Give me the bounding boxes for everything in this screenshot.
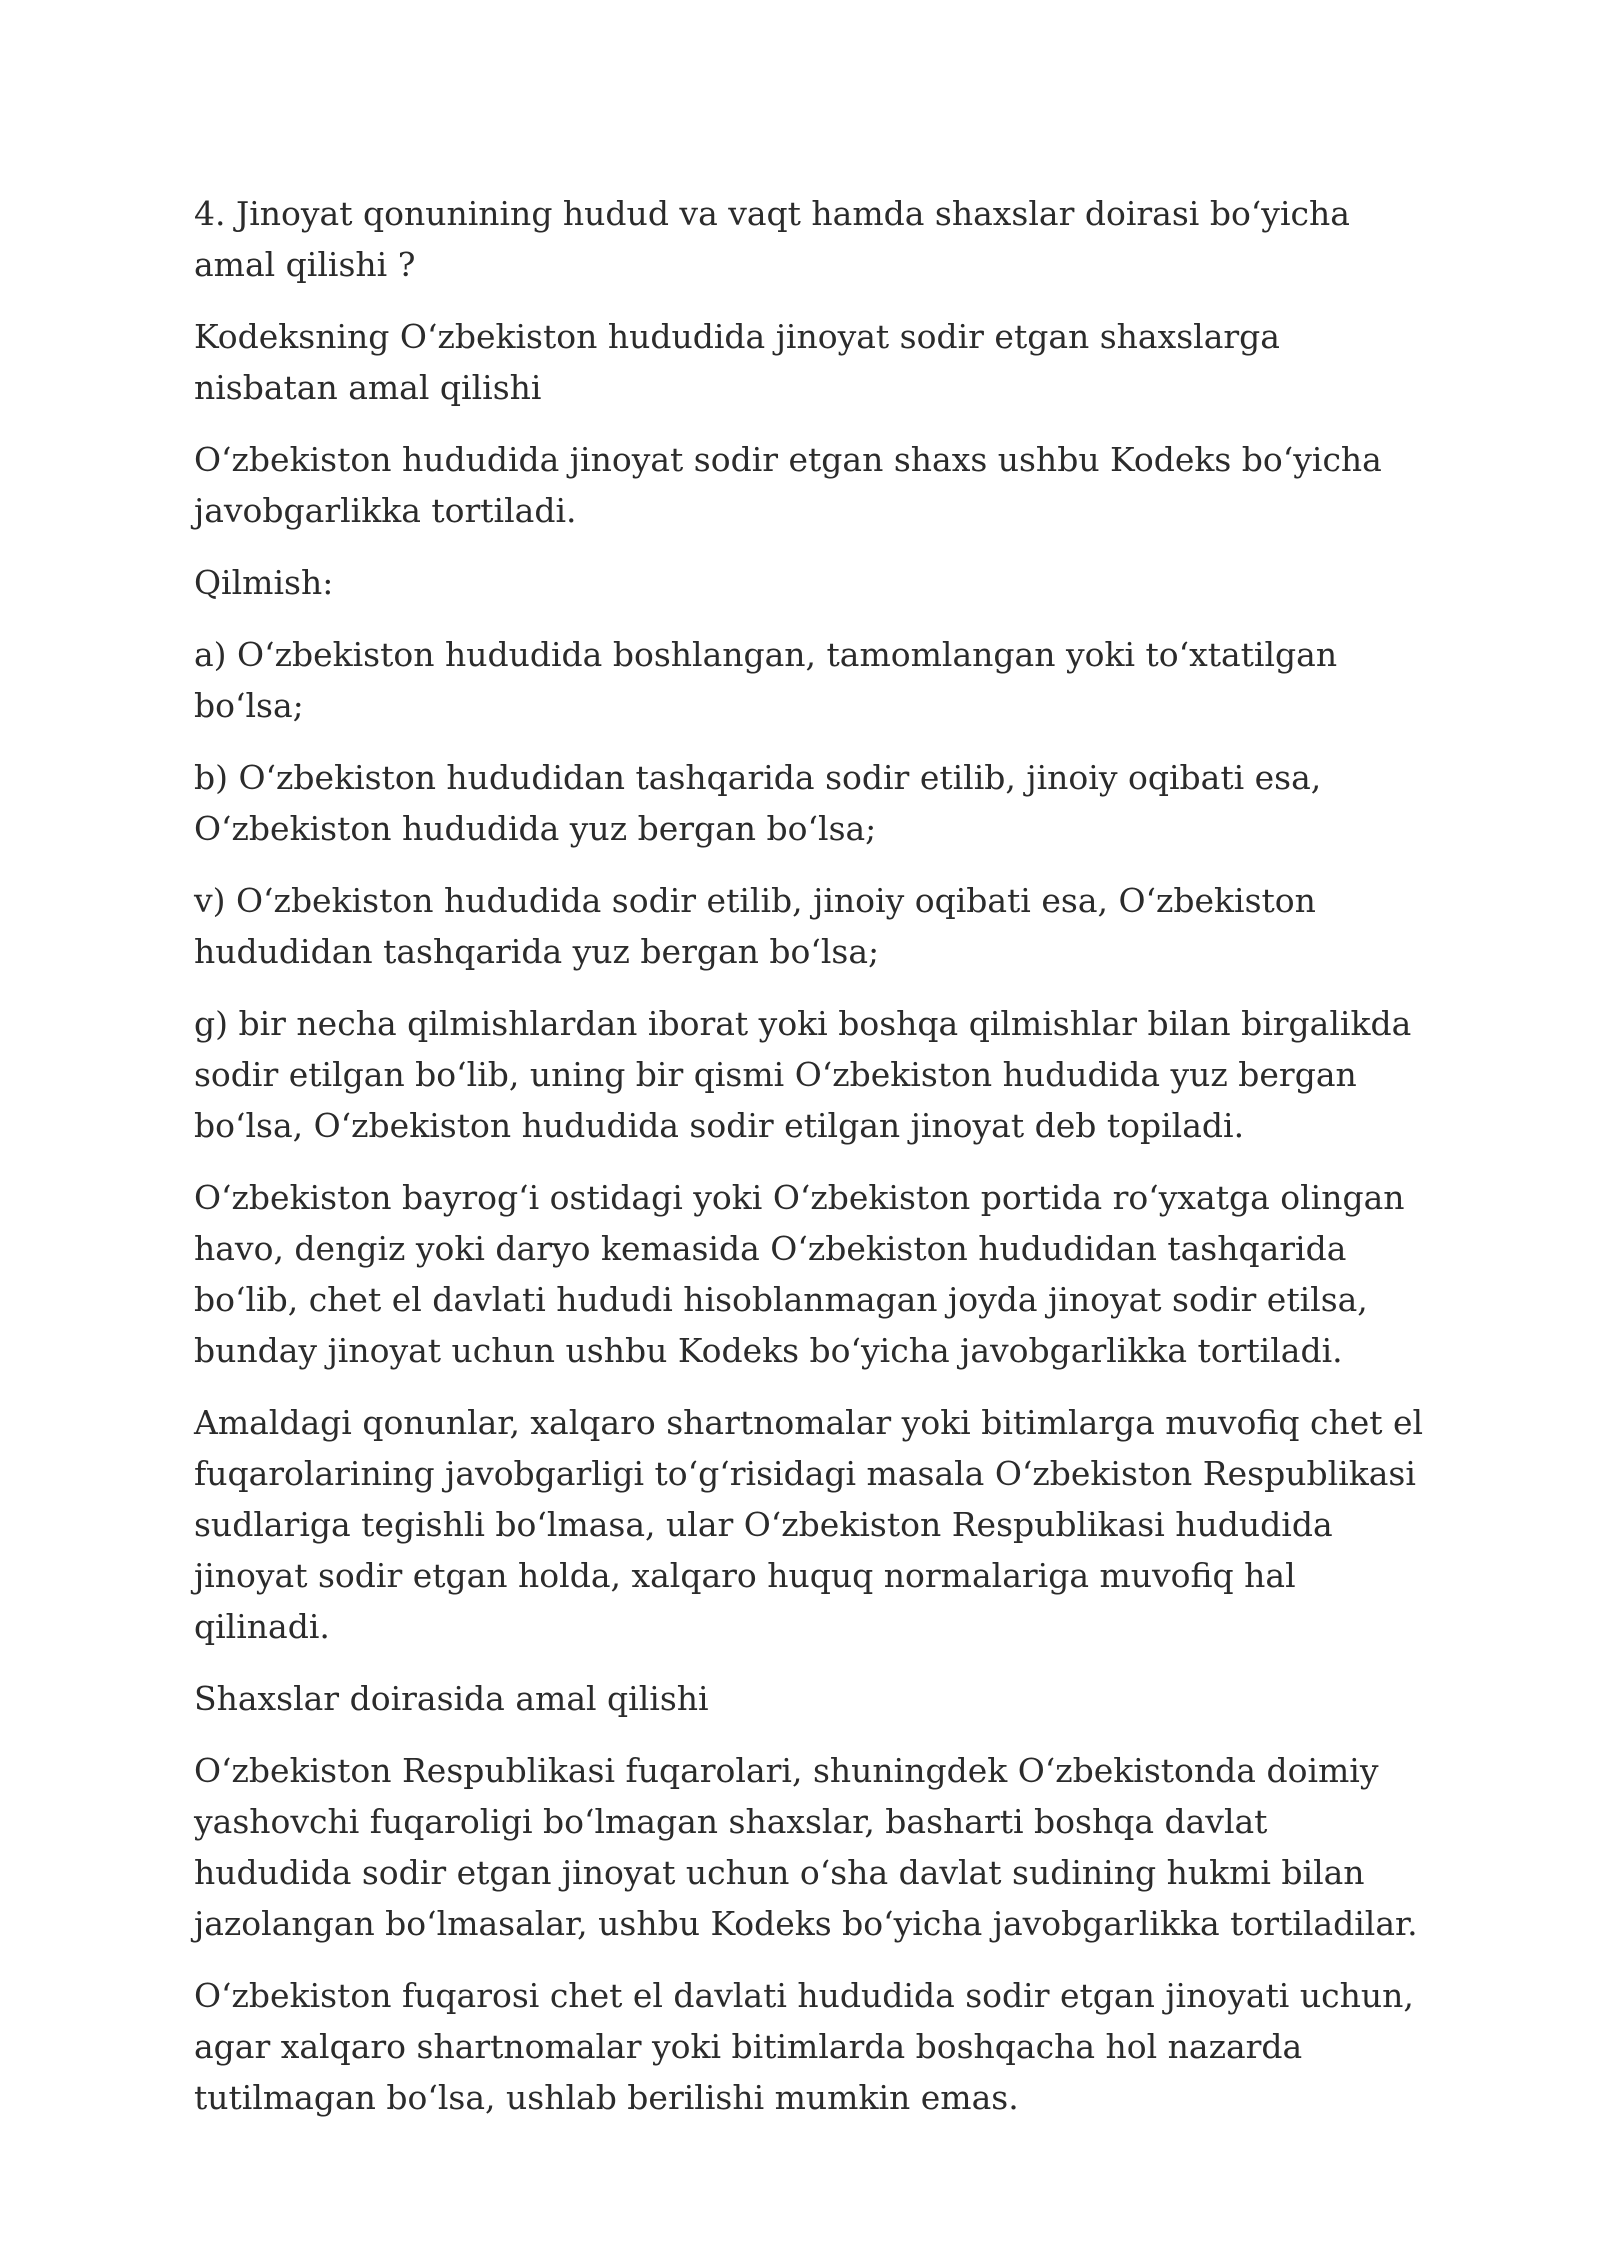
paragraph: Amaldagi qonunlar, xalqaro shartnomalar yoki bitimlarga muvofiq chet el fuqarolarining javobgarligi to‘g‘risidagi masala O‘zbekiston Respublikasi sudlariga tegishli bo‘lmasa, ular O‘zbekiston Respublikasi hududida jinoyat sodir etgan holda, xalqaro huquq normalariga muvofiq hal qilinadi.	[194, 1403, 1424, 1646]
paragraph: O‘zbekiston fuqarosi chet el davlati hududida sodir etgan jinoyati uchun, agar xalqaro shartnomalar yoki bitimlarda boshqacha hol nazarda tutilmagan bo‘lsa, ushlab berilishi mumkin emas.	[194, 1976, 1414, 2117]
question-heading: 4. Jinoyat qonunining hudud va vaqt hamda shaxslar doirasi bo‘yicha amal qilishi ?	[194, 194, 1350, 284]
paragraph: O‘zbekiston Respublikasi fuqarolari, shuningdek O‘zbekistonda doimiy yashovchi fuqaroligi bo‘lmagan shaxslar, basharti boshqa davlat hududida sodir etgan jinoyat uchun o‘sha davlat sudining hukmi bilan jazolangan bo‘lmasalar, ushbu Kodeks bo‘yicha javobgarlikka tortiladilar.	[194, 1751, 1418, 1943]
paragraph-qilmish-label: Qilmish:	[194, 563, 334, 602]
section-heading-persons: Shaxslar doirasida amal qilishi	[194, 1679, 709, 1718]
list-item-v: v) O‘zbekiston hududida sodir etilib, jinoiy oqibati esa, O‘zbekiston hududidan tashqarida yuz bergan bo‘lsa;	[194, 881, 1316, 971]
list-item-g: g) bir necha qilmishlardan iborat yoki boshqa qilmishlar bilan birgalikda sodir etilgan bo‘lib, uning bir qismi O‘zbekiston hududida yuz bergan bo‘lsa, O‘zbekiston hududida sodir etilgan jinoyat deb topiladi.	[194, 1004, 1412, 1145]
paragraph: O‘zbekiston hududida jinoyat sodir etgan shaxs ushbu Kodeks bo‘yicha javobgarlikka tortiladi.	[194, 440, 1382, 530]
list-item-a: a) O‘zbekiston hududida boshlangan, tamomlangan yoki to‘xtatilgan bo‘lsa;	[194, 635, 1338, 725]
section-heading-territorial: Kodeksning O‘zbekiston hududida jinoyat sodir etgan shaxslarga nisbatan amal qilishi	[194, 317, 1280, 407]
list-item-b: b) O‘zbekiston hududidan tashqarida sodir etilib, jinoiy oqibati esa, O‘zbekiston hududida yuz bergan bo‘lsa;	[194, 758, 1322, 848]
paragraph: O‘zbekiston bayrog‘i ostidagi yoki O‘zbekiston portida ro‘yxatga olingan havo, dengiz yoki daryo kemasida O‘zbekiston hududidan tashqarida bo‘lib, chet el davlati hududi hisoblanmagan joyda jinoyat sodir etilsa, bunday jinoyat uchun ushbu Kodeks bo‘yicha javobgarlikka tortiladi.	[194, 1178, 1405, 1370]
document-body	[194, 188, 1424, 2144]
